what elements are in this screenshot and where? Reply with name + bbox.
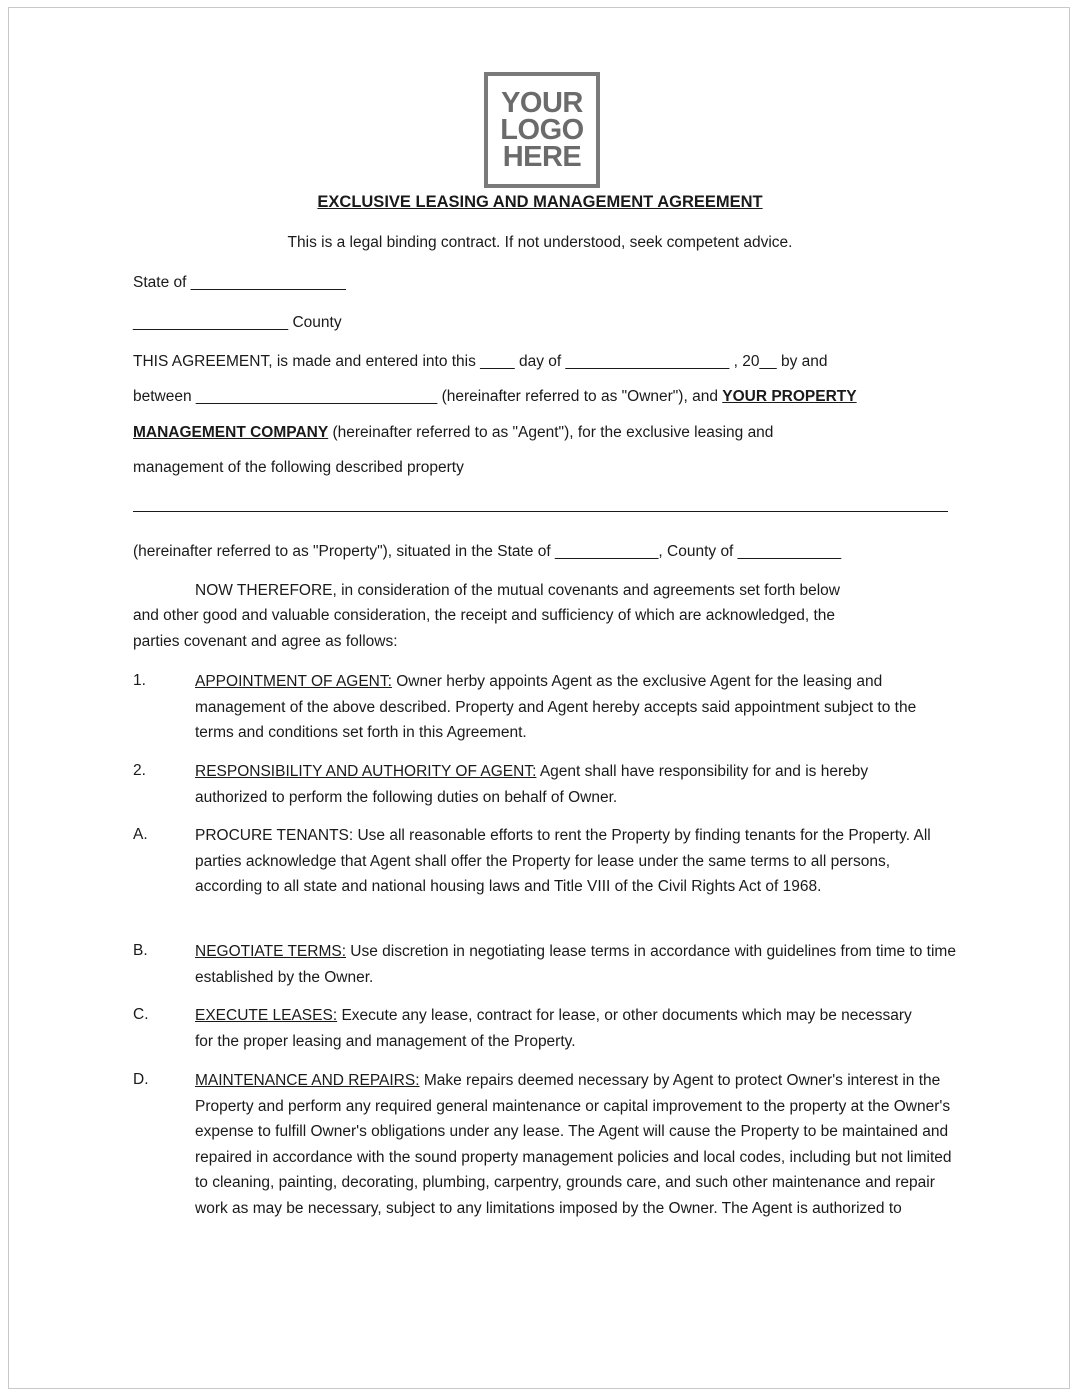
- agreement-line-2-text: between ____________________________ (hereinafter referred to as "Owner"), and: [133, 388, 723, 405]
- property-location-line: (hereinafter referred to as "Property"), situated in the State of ____________, County of ____________: [133, 543, 842, 560]
- section-negotiate-terms: [195, 939, 965, 990]
- section-appointment-of-agent: [195, 669, 950, 746]
- section-heading: NEGOTIATE TERMS:: [195, 943, 346, 960]
- section-text: Execute any lease, contract for lease, or other documents which may be necessary for the proper leasing and management of the Property.: [195, 1007, 912, 1050]
- section-marker: 1.: [133, 672, 146, 689]
- section-execute-leases: [195, 1003, 925, 1054]
- section-heading: RESPONSIBILITY AND AUTHORITY OF AGENT:: [195, 763, 537, 780]
- county-field: __________________ County: [133, 314, 342, 331]
- agreement-line-1: THIS AGREEMENT, is made and entered into this ____ day of ___________________ , 20__ by and: [133, 353, 828, 370]
- logo-text-line1: YOUR: [501, 86, 583, 119]
- property-description-blank: [133, 511, 948, 512]
- logo-placeholder: [484, 72, 600, 188]
- document-title: EXCLUSIVE LEASING AND MANAGEMENT AGREEMENT: [317, 193, 763, 211]
- agreement-line-3: [133, 423, 773, 443]
- section-marker: D.: [133, 1071, 149, 1088]
- section-maintenance-and-repairs: [195, 1068, 957, 1221]
- section-text: Use discretion in negotiating lease terms in accordance with guidelines from time to time established by the Owner.: [195, 943, 956, 986]
- section-heading: APPOINTMENT OF AGENT:: [195, 673, 392, 690]
- section-procure-tenants: [195, 823, 935, 900]
- section-marker: 2.: [133, 762, 146, 779]
- section-text: Owner herby appoints Agent as the exclusive Agent for the leasing and management of the above described. Property and Agent hereby accepts said appointment subject to the terms and conditions set forth in this Agreement.: [195, 673, 917, 741]
- company-name-part1: YOUR PROPERTY: [722, 388, 857, 405]
- section-marker: A.: [133, 826, 148, 843]
- document-subtitle: This is a legal binding contract. If not understood, seek competent advice.: [287, 234, 793, 251]
- now-therefore-line-2: and other good and valuable consideration, the receipt and sufficiency of which are acknowledged, the: [133, 607, 835, 624]
- agreement-line-4: management of the following described property: [133, 459, 464, 476]
- section-marker: C.: [133, 1006, 149, 1023]
- logo-text-line3: HERE: [502, 140, 582, 173]
- section-responsibility-and-authority: [195, 759, 935, 810]
- logo-text-line2: LOGO: [500, 113, 584, 146]
- agreement-line-2: [133, 387, 857, 407]
- company-name-part2: MANAGEMENT COMPANY: [133, 424, 329, 441]
- section-text: PROCURE TENANTS: Use all reasonable efforts to rent the Property by finding tenants for the Property. All parties acknowledge that Agent shall offer the Property for lease under the same terms to all persons, according to all state and national housing laws and Title VIII of the Civil Rights Act of 1968.: [195, 827, 931, 895]
- state-field: State of __________________: [133, 274, 346, 291]
- section-marker: B.: [133, 942, 148, 959]
- section-heading: EXECUTE LEASES:: [195, 1007, 338, 1024]
- now-therefore-line-3: parties covenant and agree as follows:: [133, 633, 398, 650]
- agreement-line-3-text: (hereinafter referred to as "Agent"), for the exclusive leasing and: [328, 424, 774, 441]
- section-text: Make repairs deemed necessary by Agent to protect Owner's interest in the Property and perform any required general maintenance or capital improvement to the property at the Owner's expense to fulfill Owner's obligations under any lease. The Agent will cause the Property to be maintained and repaired in accordance with the sound property management policies and local codes, including but not limited to cleaning, painting, decorating, plumbing, carpentry, grounds care, and such other maintenance and repair work as may be necessary, subject to any limitations imposed by the Owner. The Agent is authorized to: [195, 1072, 952, 1217]
- section-heading: MAINTENANCE AND REPAIRS:: [195, 1072, 420, 1089]
- now-therefore-line-1: NOW THEREFORE, in consideration of the mutual covenants and agreements set forth below: [195, 582, 840, 599]
- section-text: Agent shall have responsibility for and is hereby authorized to perform the following duties on behalf of Owner.: [195, 763, 869, 806]
